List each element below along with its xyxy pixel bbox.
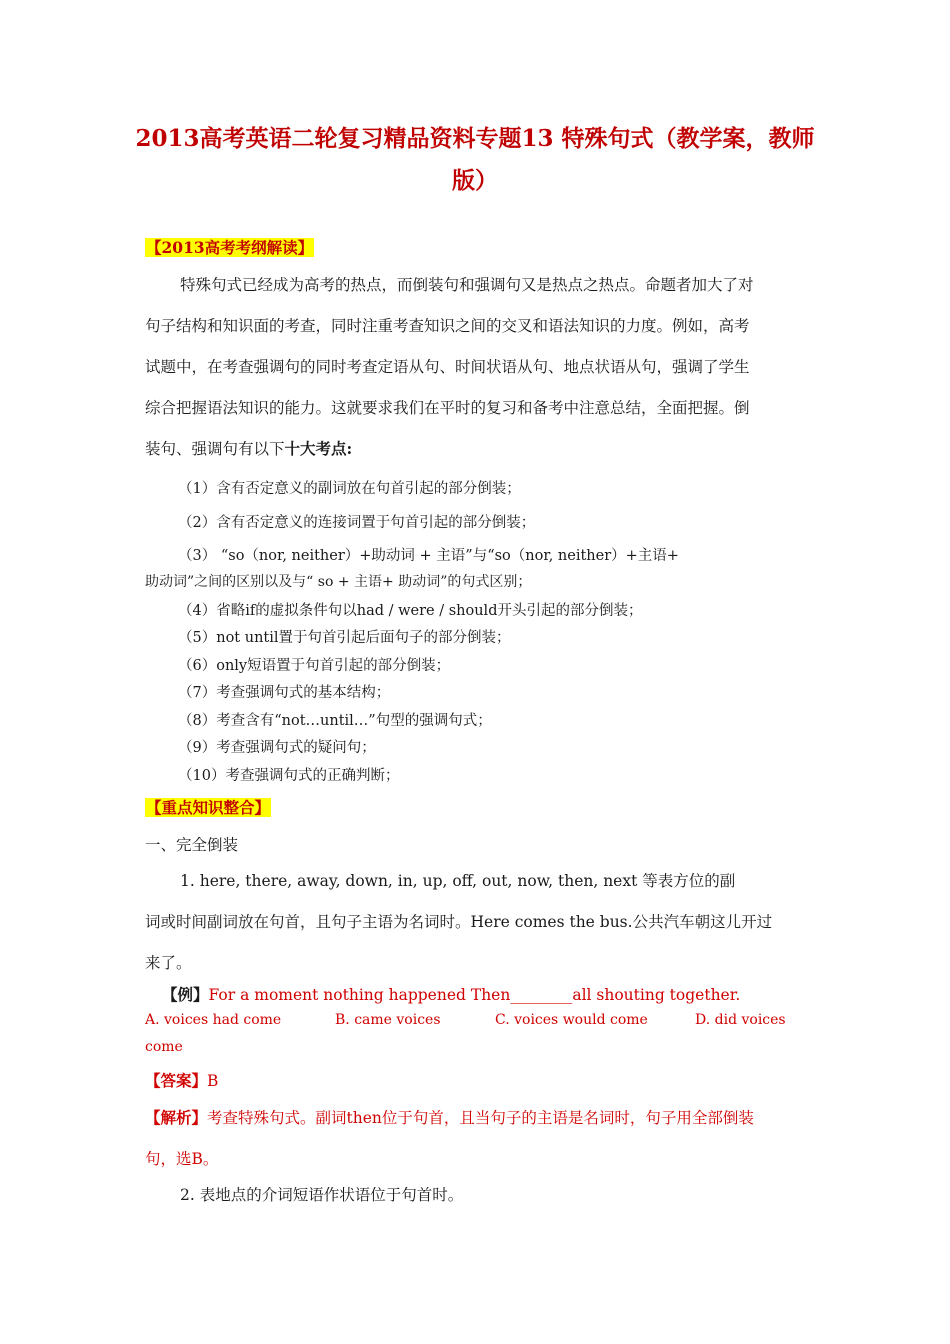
option-d: D. did voices <box>695 1012 786 1028</box>
para-line: 来了。 <box>145 954 192 972</box>
para-line-last: 装句、强调句有以下十大考点: <box>145 439 353 458</box>
answer-label: 【答案】 <box>145 1071 208 1090</box>
key-point-item: （5）not until置于句首引起后面句子的部分倒装； <box>178 630 511 646</box>
example-label: 【例】 <box>162 985 209 1004</box>
key-point-item-cont: 助动词”之间的区别以及与“ so + 主语+ 助动词”的句式区别； <box>145 574 532 590</box>
para-line: 1. here, there, away, down, in, up, off, out, now, then, next 等表方位的副 <box>180 872 736 890</box>
key-point-item: （1）含有否定意义的副词放在句首引起的部分倒装； <box>178 481 521 497</box>
key-point-item: （2）含有否定意义的连接词置于句首引起的部分倒装； <box>178 515 536 531</box>
answer-line <box>145 1069 218 1091</box>
key-points-label: 十大考点: <box>284 439 353 458</box>
option-d-cont: come <box>145 1039 183 1055</box>
section-heading-syllabus: 【2013高考考纲解读】 <box>146 238 314 257</box>
analysis-line: 【解析】考查特殊句式。副词then位于句首，且当句子的主语是名词时，句子用全部倒装 <box>145 1108 754 1127</box>
para-line: 特殊句式已经成为高考的热点，而倒装句和强调句又是热点之热点。命题者加大了对 <box>180 276 754 294</box>
para-line: 句子结构和知识面的考查，同时注重考查知识之间的交叉和语法知识的力度。例如，高考 <box>145 317 750 335</box>
key-point-item: （6）only短语置于句首引起的部分倒装； <box>178 658 451 674</box>
key-point-item: （7）考查强调句式的基本结构； <box>178 685 391 701</box>
key-point-item: （4）省略if的虚拟条件句以had / were / should开头引起的部分倒装； <box>178 603 643 619</box>
key-point-item: （9）考查强调句式的疑问句； <box>178 740 376 756</box>
para-line: 词或时间副词放在句首，且句子主语为名词时。Here comes the bus.公共汽车朝这儿开过 <box>145 913 773 931</box>
example-text: For a moment nothing happened Then________all shouting together. <box>208 986 741 1004</box>
document-title <box>120 118 830 202</box>
key-point-item: （10）考查强调句式的正确判断； <box>178 768 400 784</box>
option-b: B. came voices <box>335 1012 441 1028</box>
subheading-full-inversion: 一、完全倒装 <box>145 836 239 854</box>
para-line: 2. 表地点的介词短语作状语位于句首时。 <box>180 1186 464 1204</box>
answer-value: B <box>207 1072 219 1090</box>
option-c: C. voices would come <box>495 1012 648 1028</box>
options-line <box>145 1012 786 1028</box>
analysis-label: 【解析】 <box>145 1108 208 1127</box>
title-line-2: 版） <box>452 167 498 194</box>
key-point-item: （3） “so（nor, neither）+助动词 + 主语”与“so（nor, neither）+主语+ <box>178 548 679 564</box>
section-heading-knowledge: 【重点知识整合】 <box>146 798 271 817</box>
analysis-line-2: 句，选B。 <box>145 1150 219 1168</box>
title-line-1: 2013高考英语二轮复习精品资料专题13 特殊句式（教学案，教师 <box>135 125 815 152</box>
para-line: 试题中，在考查强调句的同时考查定语从句、时间状语从句、地点状语从句，强调了学生 <box>145 358 750 376</box>
key-point-item: （8）考查含有“not…until…”句型的强调句式； <box>178 713 492 729</box>
option-a: A. voices had come <box>145 1012 282 1028</box>
example-line <box>162 983 740 1005</box>
para-line: 综合把握语法知识的能力。这就要求我们在平时的复习和备考中注意总结，全面把握。倒 <box>145 399 750 417</box>
